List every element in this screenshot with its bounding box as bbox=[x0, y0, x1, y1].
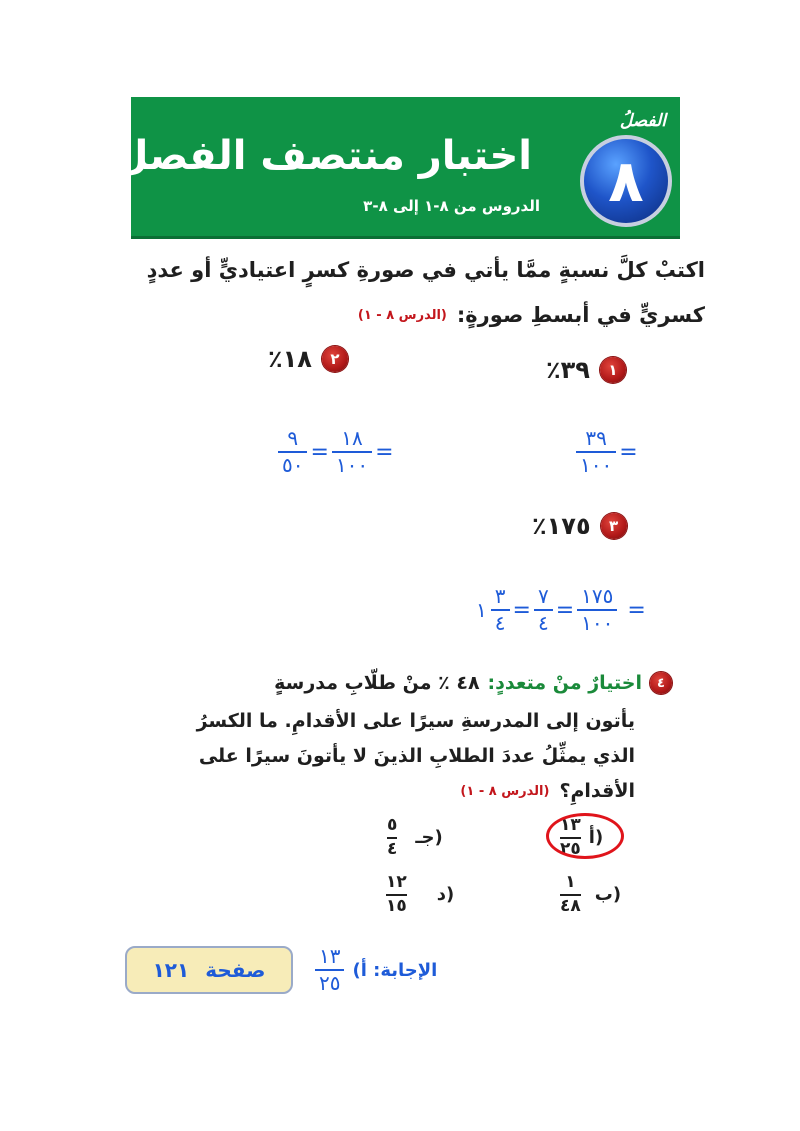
numerator: ١ bbox=[565, 872, 576, 892]
problem-2 bbox=[268, 345, 348, 373]
problem-2-answer bbox=[278, 428, 397, 476]
question-4-number: ٤ bbox=[650, 672, 672, 694]
denominator: ٢٥ bbox=[560, 838, 581, 859]
question-4-line-1 bbox=[274, 672, 672, 694]
denominator: ١٥ bbox=[386, 895, 407, 916]
chapter-number-badge: ٨ bbox=[580, 135, 672, 227]
numerator: ١٣ bbox=[560, 815, 581, 835]
fraction bbox=[332, 428, 372, 476]
chapter-banner bbox=[113, 97, 680, 239]
numerator: ١٢ bbox=[386, 872, 407, 892]
question-4-text-4: الأقدامِ؟ bbox=[559, 780, 635, 802]
option-c[interactable] bbox=[387, 817, 443, 859]
fraction bbox=[576, 428, 616, 476]
answer-label: الإجابة: أ) bbox=[352, 959, 438, 981]
fraction bbox=[278, 428, 307, 476]
denominator: ٢٥ bbox=[319, 971, 341, 995]
problem-2-number: ٢ bbox=[322, 346, 348, 372]
denominator: ١٠٠ bbox=[581, 611, 614, 635]
numerator: ٩ bbox=[287, 426, 299, 450]
question-4-line-4 bbox=[460, 780, 635, 802]
option-d-fraction bbox=[386, 874, 407, 916]
equals-sign: = bbox=[310, 439, 329, 465]
option-b[interactable] bbox=[560, 874, 621, 916]
fraction bbox=[577, 586, 617, 634]
option-a-label: أ) bbox=[588, 827, 604, 849]
lesson-reference: (الدرس ٨ - ١) bbox=[357, 307, 447, 323]
option-d[interactable] bbox=[386, 874, 454, 916]
problem-1-answer bbox=[576, 428, 641, 476]
equals-sign: = bbox=[512, 597, 531, 623]
problem-3-number: ٣ bbox=[601, 513, 627, 539]
question-4-text-1: ٤٨ ٪ منْ طلّابِ مدرسةٍ bbox=[274, 672, 480, 694]
denominator: ١٠٠ bbox=[335, 453, 369, 477]
numerator: ١٣ bbox=[319, 944, 341, 968]
question-4-text-3: الذي يمثِّلُ عددَ الطلابِ الذينَ لا يأتونَ سيرًا على bbox=[198, 745, 635, 767]
problem-2-percent: ١٨٪ bbox=[268, 345, 312, 373]
numerator: ٣ bbox=[494, 584, 506, 608]
numerator: ٥ bbox=[387, 815, 398, 835]
lesson-reference: (الدرس ٨ - ١) bbox=[460, 783, 550, 799]
problem-3-percent: ١٧٥٪ bbox=[532, 512, 591, 540]
whole-number: ١ bbox=[476, 598, 487, 622]
denominator: ٥٠ bbox=[282, 453, 304, 477]
fraction bbox=[491, 586, 510, 634]
equals-sign: = bbox=[555, 597, 575, 623]
instruction-line-2-row bbox=[358, 303, 705, 327]
denominator: ٤٨ bbox=[560, 895, 581, 916]
problem-1 bbox=[546, 356, 626, 384]
page-title: اختبار منتصف الفصل bbox=[113, 133, 532, 179]
answer-fraction bbox=[315, 946, 344, 994]
question-4-label: اختيارٌ منْ متعددٍ: bbox=[487, 672, 642, 694]
problem-3 bbox=[532, 512, 627, 540]
answer-line bbox=[315, 946, 437, 994]
page-number: ١٢١ bbox=[152, 958, 190, 982]
numerator: ١٧٥ bbox=[581, 584, 614, 608]
problem-1-percent: ٣٩٪ bbox=[546, 356, 590, 384]
instruction-line-2: كسريٍّ في أبسطِ صورةٍ: bbox=[456, 303, 705, 327]
page-reference-badge bbox=[125, 946, 293, 994]
denominator: ٤ bbox=[537, 611, 549, 635]
page-subtitle: الدروس من ٨-١ إلى ٨-٣ bbox=[363, 197, 540, 215]
equals-sign: = bbox=[619, 439, 638, 465]
problem-3-answer bbox=[476, 586, 649, 634]
selected-answer-circle bbox=[546, 813, 624, 859]
denominator: ٤ bbox=[387, 838, 398, 859]
problem-1-number: ١ bbox=[600, 357, 626, 383]
equals-sign: = bbox=[627, 597, 646, 623]
option-c-label: جـ) bbox=[415, 827, 443, 849]
option-b-label: ب) bbox=[594, 884, 622, 906]
fraction bbox=[534, 586, 553, 634]
chapter-label: الفصلُ bbox=[619, 111, 666, 131]
denominator: ٤ bbox=[494, 611, 506, 635]
denominator: ١٠٠ bbox=[580, 453, 613, 477]
numerator: ١٨ bbox=[341, 426, 363, 450]
option-d-label: د) bbox=[436, 884, 455, 906]
question-4-text-2: يأتون إلى المدرسةِ سيرًا على الأقدامِ. ما الكسرُ bbox=[196, 710, 635, 732]
option-c-fraction bbox=[387, 817, 397, 859]
numerator: ٣٩ bbox=[585, 426, 607, 450]
option-b-fraction bbox=[560, 874, 581, 916]
equals-sign: = bbox=[375, 439, 394, 465]
numerator: ٧ bbox=[537, 584, 549, 608]
instruction-line-1: اكتبْ كلَّ نسبةٍ ممَّا يأتي في صورةِ كسرٍ اعتياديٍّ أو عددٍ bbox=[146, 258, 705, 282]
page-word: صفحة bbox=[205, 958, 266, 982]
